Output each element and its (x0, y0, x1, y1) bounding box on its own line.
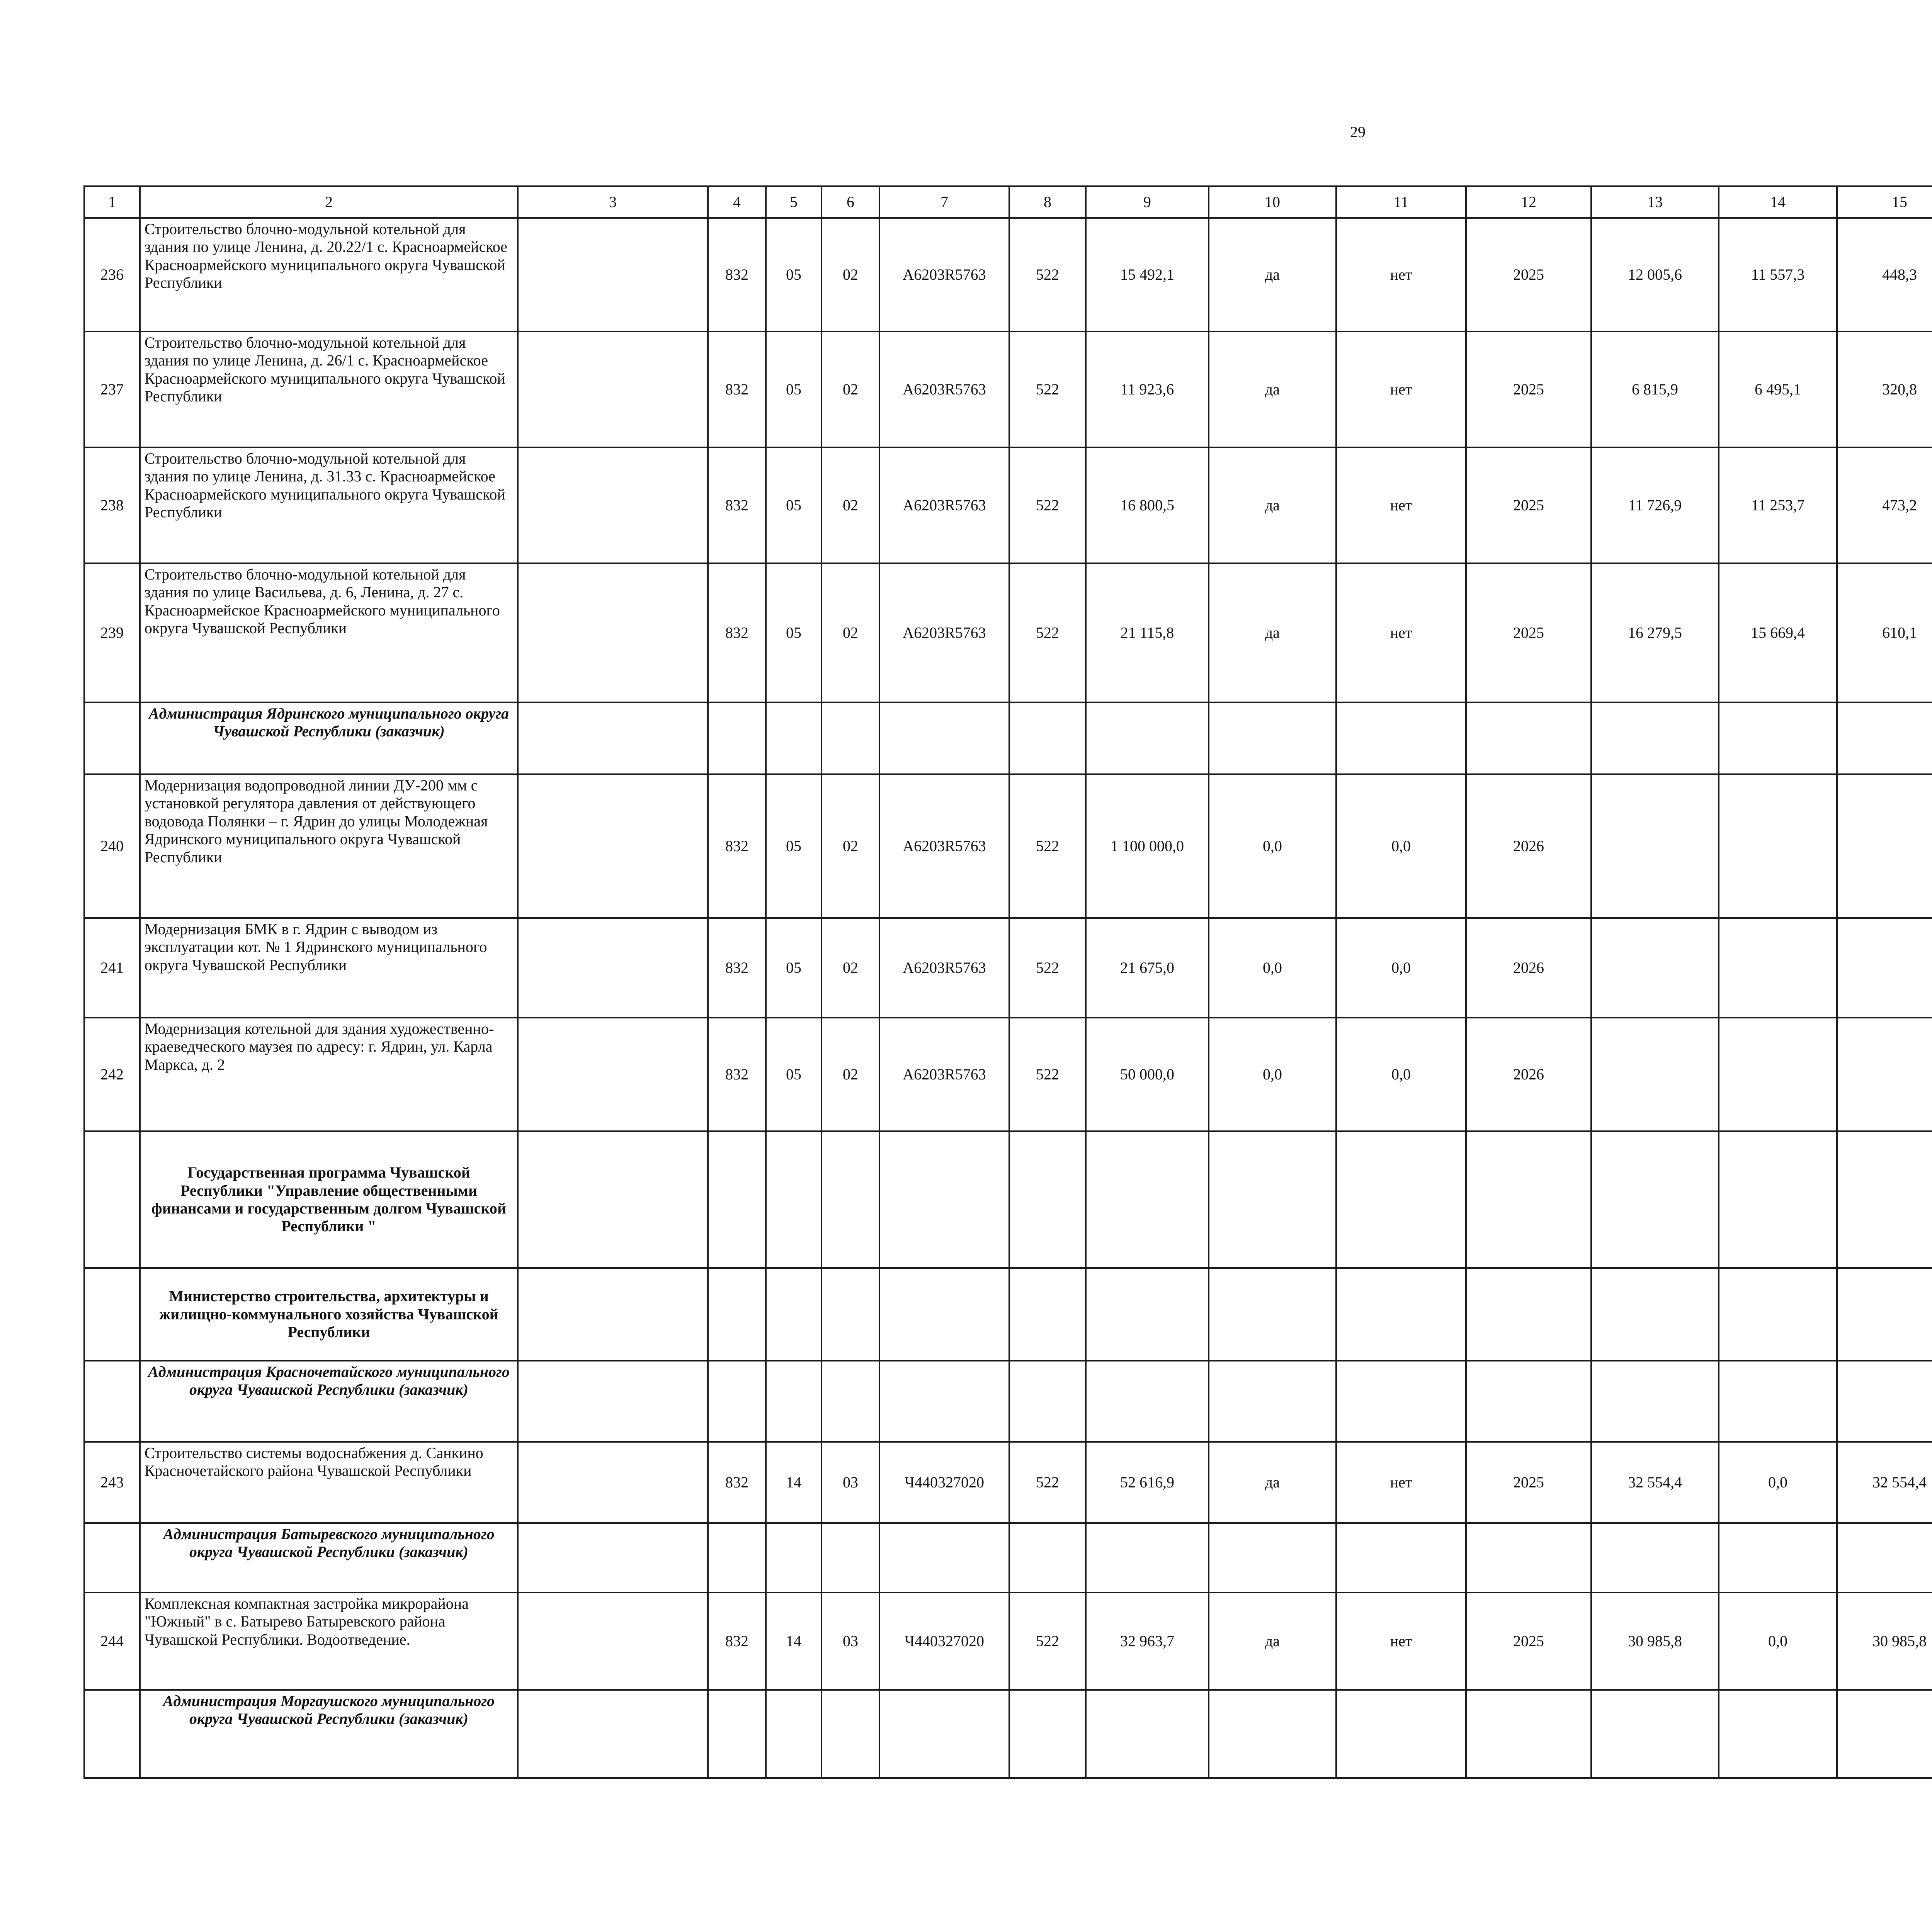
cell-col-6: 03 (821, 1442, 879, 1523)
column-number-4: 4 (708, 186, 766, 218)
empty-cell (1009, 1361, 1086, 1442)
cell-col-4: 832 (708, 447, 766, 563)
object-name: Модернизация котельной для здания художественно-краеведческого маузея по адресу: г. Ядрин, ул. Карла Маркса, д. 2 (140, 1018, 518, 1131)
cell-col-5: 05 (766, 774, 821, 918)
empty-cell (1837, 702, 1932, 774)
empty-cell (821, 1523, 879, 1593)
empty-cell (1086, 702, 1209, 774)
row-number: 242 (84, 1018, 140, 1131)
cell-col-11: 0,0 (1336, 774, 1466, 918)
cell-col-7: A6203R5763 (879, 331, 1009, 447)
cell-col-8: 522 (1009, 918, 1086, 1018)
cell-col-5: 14 (766, 1442, 821, 1523)
row-number: 239 (84, 563, 140, 702)
cell-col-8: 522 (1009, 218, 1086, 331)
cell-col-8: 522 (1009, 774, 1086, 918)
column-number-10: 10 (1209, 186, 1336, 218)
section-title: Администрация Красночетайского муниципального округа Чувашской Республики (заказчик) (140, 1361, 518, 1442)
column-number-1: 1 (84, 186, 140, 218)
cell-col-15: 320,8 (1837, 331, 1932, 447)
cell-col-3 (518, 218, 708, 331)
row-number: 240 (84, 774, 140, 918)
empty-cell (1336, 1131, 1466, 1268)
cell-col-14: 0,0 (1719, 1593, 1837, 1690)
cell-col-3 (518, 918, 708, 1018)
empty-cell (1719, 1131, 1837, 1268)
cell-col-9: 1 100 000,0 (1086, 774, 1209, 918)
cell-col-9: 32 963,7 (1086, 1593, 1209, 1690)
cell-col-11: нет (1336, 218, 1466, 331)
empty-cell (1086, 1361, 1209, 1442)
empty-cell (1009, 1131, 1086, 1268)
cell-col-10: 0,0 (1209, 918, 1336, 1018)
section-title: Администрация Ядринского муниципального округа Чувашской Республики (заказчик) (140, 702, 518, 774)
object-name: Строительство блочно-модульной котельной для здания по улице Васильева, д. 6, Ленина, д. 27 с. Красноармейское Красноармейского муниципального округа Чувашской Республики (140, 563, 518, 702)
cell-col-4: 832 (708, 331, 766, 447)
cell-col-13 (1591, 1018, 1719, 1131)
row-number: 237 (84, 331, 140, 447)
empty-cell (1719, 702, 1837, 774)
cell-col-11: нет (1336, 447, 1466, 563)
cell-col-9: 52 616,9 (1086, 1442, 1209, 1523)
empty-cell (1336, 1523, 1466, 1593)
empty-cell (766, 1131, 821, 1268)
cell-col-12: 2025 (1466, 1593, 1591, 1690)
object-name: Строительство блочно-модульной котельной для здания по улице Ленина, д. 26/1 с. Красноармейское Красноармейского муниципального округа Чувашской Республики (140, 331, 518, 447)
cell-col-9: 16 800,5 (1086, 447, 1209, 563)
section-row (84, 1361, 1932, 1442)
cell-col-3 (518, 447, 708, 563)
column-number-15: 15 (1837, 186, 1932, 218)
cell-col-14 (1719, 774, 1837, 918)
cell-col-13 (1591, 774, 1719, 918)
empty-cell (879, 1690, 1009, 1778)
cell-col-4: 832 (708, 1442, 766, 1523)
empty-cell (879, 1361, 1009, 1442)
cell-col-7: Ч440327020 (879, 1442, 1009, 1523)
empty-cell (708, 1361, 766, 1442)
table-row (84, 331, 1932, 447)
cell-col-13: 32 554,4 (1591, 1442, 1719, 1523)
empty-cell (766, 702, 821, 774)
cell-col-15: 30 985,8 (1837, 1593, 1932, 1690)
table-row (84, 918, 1932, 1018)
empty-cell (821, 702, 879, 774)
cell-col-12: 2025 (1466, 563, 1591, 702)
row-number: 241 (84, 918, 140, 1018)
empty-cell (1591, 1361, 1719, 1442)
empty-cell (518, 702, 708, 774)
cell-col-11: 0,0 (1336, 1018, 1466, 1131)
cell-col-3 (518, 1442, 708, 1523)
empty-cell (821, 1268, 879, 1361)
empty-cell (1591, 702, 1719, 774)
cell-col-15: 610,1 (1837, 563, 1932, 702)
empty-cell (1719, 1361, 1837, 1442)
empty-cell (1591, 1523, 1719, 1593)
table-row (84, 1442, 1932, 1523)
cell-col-13: 30 985,8 (1591, 1593, 1719, 1690)
cell-col-4: 832 (708, 563, 766, 702)
column-number-row (84, 186, 1932, 218)
empty-cell (766, 1268, 821, 1361)
empty-cell (1009, 1268, 1086, 1361)
empty-cell (84, 1361, 140, 1442)
cell-col-12: 2025 (1466, 1442, 1591, 1523)
cell-col-7: Ч440327020 (879, 1593, 1009, 1690)
cell-col-15: 448,3 (1837, 218, 1932, 331)
column-number-2: 2 (140, 186, 518, 218)
cell-col-10: 0,0 (1209, 774, 1336, 918)
empty-cell (518, 1523, 708, 1593)
cell-col-7: A6203R5763 (879, 1018, 1009, 1131)
section-row (84, 702, 1932, 774)
cell-col-13: 6 815,9 (1591, 331, 1719, 447)
cell-col-8: 522 (1009, 447, 1086, 563)
empty-cell (1837, 1523, 1932, 1593)
empty-cell (1466, 1131, 1591, 1268)
empty-cell (518, 1268, 708, 1361)
cell-col-10: да (1209, 331, 1336, 447)
empty-cell (1719, 1523, 1837, 1593)
cell-col-12: 2026 (1466, 774, 1591, 918)
empty-cell (1086, 1268, 1209, 1361)
empty-cell (708, 1131, 766, 1268)
empty-cell (821, 1131, 879, 1268)
cell-col-13: 12 005,6 (1591, 218, 1719, 331)
cell-col-10: да (1209, 1442, 1336, 1523)
cell-col-6: 02 (821, 447, 879, 563)
cell-col-4: 832 (708, 1018, 766, 1131)
empty-cell (1086, 1131, 1209, 1268)
cell-col-7: A6203R5763 (879, 774, 1009, 918)
empty-cell (1591, 1131, 1719, 1268)
cell-col-7: A6203R5763 (879, 563, 1009, 702)
cell-col-6: 03 (821, 1593, 879, 1690)
empty-cell (766, 1690, 821, 1778)
empty-cell (1009, 1523, 1086, 1593)
empty-cell (1086, 1690, 1209, 1778)
cell-col-5: 05 (766, 331, 821, 447)
cell-col-15: 32 554,4 (1837, 1442, 1932, 1523)
cell-col-12: 2025 (1466, 218, 1591, 331)
empty-cell (518, 1690, 708, 1778)
cell-col-14 (1719, 1018, 1837, 1131)
empty-cell (1837, 1268, 1932, 1361)
empty-cell (708, 1268, 766, 1361)
column-number-9: 9 (1086, 186, 1209, 218)
cell-col-15 (1837, 1018, 1932, 1131)
cell-col-5: 14 (766, 1593, 821, 1690)
empty-cell (708, 1523, 766, 1593)
empty-cell (1009, 702, 1086, 774)
empty-cell (1209, 702, 1336, 774)
empty-cell (84, 1523, 140, 1593)
cell-col-10: 0,0 (1209, 1018, 1336, 1131)
cell-col-8: 522 (1009, 563, 1086, 702)
object-name: Строительство системы водоснабжения д. Санкино Красночетайского района Чувашской Республики (140, 1442, 518, 1523)
cell-col-4: 832 (708, 918, 766, 1018)
object-name: Комплексная компактная застройка микрорайона "Южный" в с. Батырево Батыревского района Чувашской Республики. Водоотведение. (140, 1593, 518, 1690)
object-name: Модернизация водопроводной линии ДУ-200 мм с установкой регулятора давления от действующего водовода Полянки – г. Ядрин до улицы Молодежная Ядринского муниципального округа Чувашской Республики (140, 774, 518, 918)
section-title: Администрация Батыревского муниципального округа Чувашской Республики (заказчик) (140, 1523, 518, 1593)
empty-cell (879, 1268, 1009, 1361)
object-name: Строительство блочно-модульной котельной для здания по улице Ленина, д. 31.33 с. Красноармейское Красноармейского муниципального округа Чувашской Республики (140, 447, 518, 563)
empty-cell (518, 1361, 708, 1442)
column-number-8: 8 (1009, 186, 1086, 218)
table-row (84, 1593, 1932, 1690)
column-number-3: 3 (518, 186, 708, 218)
cell-col-15: 473,2 (1837, 447, 1932, 563)
table-row (84, 774, 1932, 918)
cell-col-6: 02 (821, 563, 879, 702)
empty-cell (1466, 1268, 1591, 1361)
cell-col-13 (1591, 918, 1719, 1018)
cell-col-5: 05 (766, 447, 821, 563)
empty-cell (766, 1361, 821, 1442)
cell-col-6: 02 (821, 1018, 879, 1131)
cell-col-12: 2026 (1466, 1018, 1591, 1131)
cell-col-3 (518, 1593, 708, 1690)
empty-cell (84, 1131, 140, 1268)
empty-cell (1837, 1361, 1932, 1442)
cell-col-3 (518, 331, 708, 447)
empty-cell (821, 1361, 879, 1442)
cell-col-6: 02 (821, 774, 879, 918)
cell-col-15 (1837, 774, 1932, 918)
cell-col-11: нет (1336, 1442, 1466, 1523)
cell-col-5: 05 (766, 563, 821, 702)
column-number-5: 5 (766, 186, 821, 218)
empty-cell (1336, 702, 1466, 774)
section-title: Администрация Моргаушского муниципального округа Чувашской Республики (заказчик) (140, 1690, 518, 1778)
cell-col-9: 21 115,8 (1086, 563, 1209, 702)
column-number-11: 11 (1336, 186, 1466, 218)
cell-col-7: A6203R5763 (879, 447, 1009, 563)
cell-col-8: 522 (1009, 1442, 1086, 1523)
cell-col-11: 0,0 (1336, 918, 1466, 1018)
cell-col-7: A6203R5763 (879, 218, 1009, 331)
cell-col-14: 15 669,4 (1719, 563, 1837, 702)
row-number: 236 (84, 218, 140, 331)
cell-col-5: 05 (766, 218, 821, 331)
empty-cell (879, 702, 1009, 774)
cell-col-3 (518, 563, 708, 702)
column-number-13: 13 (1591, 186, 1719, 218)
cell-col-13: 11 726,9 (1591, 447, 1719, 563)
table-row (84, 563, 1932, 702)
section-title: Министерство строительства, архитектуры и жилищно-коммунального хозяйства Чувашской Республики (140, 1268, 518, 1361)
cell-col-15 (1837, 918, 1932, 1018)
empty-cell (1837, 1690, 1932, 1778)
cell-col-13: 16 279,5 (1591, 563, 1719, 702)
cell-col-8: 522 (1009, 1593, 1086, 1690)
empty-cell (1209, 1361, 1336, 1442)
cell-col-9: 15 492,1 (1086, 218, 1209, 331)
cell-col-10: да (1209, 563, 1336, 702)
empty-cell (1336, 1268, 1466, 1361)
empty-cell (1336, 1361, 1466, 1442)
empty-cell (1336, 1690, 1466, 1778)
object-name: Модернизация БМК в г. Ядрин с выводом из эксплуатации кот. № 1 Ядринского муниципального округа Чувашской Республики (140, 918, 518, 1018)
empty-cell (1466, 702, 1591, 774)
empty-cell (84, 1268, 140, 1361)
cell-col-6: 02 (821, 331, 879, 447)
cell-col-5: 05 (766, 1018, 821, 1131)
empty-cell (518, 1131, 708, 1268)
cell-col-3 (518, 1018, 708, 1131)
section-row (84, 1131, 1932, 1268)
section-row (84, 1690, 1932, 1778)
table-row (84, 1018, 1932, 1131)
cell-col-7: A6203R5763 (879, 918, 1009, 1018)
empty-cell (1086, 1523, 1209, 1593)
table-body (84, 218, 1932, 1778)
empty-cell (1466, 1523, 1591, 1593)
cell-col-10: да (1209, 447, 1336, 563)
cell-col-4: 832 (708, 218, 766, 331)
cell-col-9: 21 675,0 (1086, 918, 1209, 1018)
cell-col-4: 832 (708, 1593, 766, 1690)
column-number-7: 7 (879, 186, 1009, 218)
empty-cell (1209, 1523, 1336, 1593)
empty-cell (1719, 1268, 1837, 1361)
section-row (84, 1523, 1932, 1593)
section-title: Государственная программа Чувашской Республики "Управление общественными финансами и государственным долгом Чувашской Республики " (140, 1131, 518, 1268)
empty-cell (1466, 1361, 1591, 1442)
cell-col-10: да (1209, 218, 1336, 331)
cell-col-14: 11 253,7 (1719, 447, 1837, 563)
page-number: 29 (1350, 123, 1366, 141)
empty-cell (1837, 1131, 1932, 1268)
cell-col-11: нет (1336, 331, 1466, 447)
column-number-14: 14 (1719, 186, 1837, 218)
row-number: 243 (84, 1442, 140, 1523)
cell-col-12: 2025 (1466, 331, 1591, 447)
budget-table (83, 185, 1932, 1779)
cell-col-9: 50 000,0 (1086, 1018, 1209, 1131)
empty-cell (1719, 1690, 1837, 1778)
empty-cell (1466, 1690, 1591, 1778)
column-number-6: 6 (821, 186, 879, 218)
cell-col-6: 02 (821, 218, 879, 331)
empty-cell (84, 702, 140, 774)
column-number-12: 12 (1466, 186, 1591, 218)
cell-col-3 (518, 774, 708, 918)
empty-cell (821, 1690, 879, 1778)
empty-cell (1009, 1690, 1086, 1778)
empty-cell (1209, 1131, 1336, 1268)
cell-col-9: 11 923,6 (1086, 331, 1209, 447)
cell-col-14: 11 557,3 (1719, 218, 1837, 331)
table-row (84, 447, 1932, 563)
empty-cell (708, 702, 766, 774)
cell-col-12: 2025 (1466, 447, 1591, 563)
empty-cell (1209, 1268, 1336, 1361)
cell-col-12: 2026 (1466, 918, 1591, 1018)
row-number: 244 (84, 1593, 140, 1690)
empty-cell (1209, 1690, 1336, 1778)
cell-col-14 (1719, 918, 1837, 1018)
table-row (84, 218, 1932, 331)
section-row (84, 1268, 1932, 1361)
cell-col-8: 522 (1009, 1018, 1086, 1131)
cell-col-11: нет (1336, 1593, 1466, 1690)
empty-cell (1591, 1690, 1719, 1778)
cell-col-14: 6 495,1 (1719, 331, 1837, 447)
cell-col-6: 02 (821, 918, 879, 1018)
cell-col-5: 05 (766, 918, 821, 1018)
row-number: 238 (84, 447, 140, 563)
cell-col-4: 832 (708, 774, 766, 918)
empty-cell (879, 1131, 1009, 1268)
empty-cell (879, 1523, 1009, 1593)
cell-col-10: да (1209, 1593, 1336, 1690)
empty-cell (766, 1523, 821, 1593)
cell-col-8: 522 (1009, 331, 1086, 447)
object-name: Строительство блочно-модульной котельной для здания по улице Ленина, д. 20.22/1 с. Красноармейское Красноармейского муниципального округа Чувашской Республики (140, 218, 518, 331)
empty-cell (708, 1690, 766, 1778)
empty-cell (84, 1690, 140, 1778)
empty-cell (1591, 1268, 1719, 1361)
cell-col-14: 0,0 (1719, 1442, 1837, 1523)
cell-col-11: нет (1336, 563, 1466, 702)
